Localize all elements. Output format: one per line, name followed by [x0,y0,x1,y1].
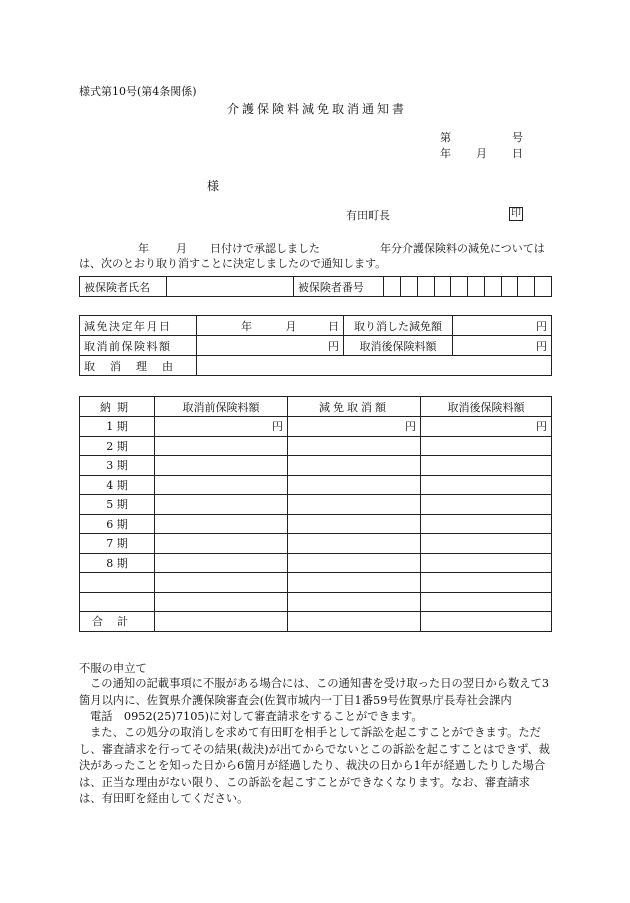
installment-period-label: 3 期 [80,456,155,476]
header-after-amount: 取消後保険料額 [421,397,552,417]
installments-body [80,417,552,632]
cancel-amount-cell[interactable] [288,436,421,456]
intro-approval-date: 日付けで承認しました [210,242,320,255]
insured-number-label: 被保険者番号 [293,277,384,297]
date-year: 年 [440,147,451,160]
before-amount-cell[interactable] [155,514,288,534]
insured-number-digit[interactable] [451,277,468,297]
installment-row [80,475,552,495]
appeal-paragraph-2: また、この処分の取消しを求めて有田町を相手として訴訟を起こすことができます。ただし、審査請求を行ってその結果(裁決)が出てからでないとこの訴訟を起こすことはできず、裁決があったことを知った日から6箇月が経過したり、裁決の日から1年が経過したりした場合は、正当な理由がない限り、この訴訟を起こすことができなくなります。なお、審査請求は、有田町を経由してください。 [79,726,550,805]
installment-period-label: 1 期 [80,417,155,437]
intro-month: 月 [176,242,187,255]
seal-icon: 印 [511,208,521,219]
before-amount-cell[interactable] [155,573,288,593]
after-amount-cell[interactable] [421,553,552,573]
header-cancel-amount: 減免取消額 [288,397,421,417]
before-amount-cell[interactable] [155,436,288,456]
insured-number-digit[interactable] [417,277,434,297]
total-before-amount[interactable] [155,612,288,632]
doc-number-prefix: 第 [440,131,451,144]
cancel-amount-cell[interactable] [288,514,421,534]
after-amount-cell[interactable] [421,592,552,612]
insured-number-digit[interactable] [434,277,451,297]
doc-number-suffix: 号 [512,131,523,144]
after-amount-cell[interactable] [421,514,552,534]
decision-date-field[interactable] [197,316,344,336]
intro-fiscal-year: 年分介護保険料の減免については [380,242,545,255]
total-label: 合計 [80,612,155,632]
cancelled-amount-label: 取り消した減免額 [344,316,453,336]
appeal-paragraph-1: この通知の記載事項に不服がある場合には、この通知書を受け取った日の翌日から数えて3箇月以内に、佐賀県介護保険審査会(佐賀市城内一丁目1番59号佐賀県庁長寿社会課内 [79,677,550,707]
after-amount-cell[interactable] [421,475,552,495]
header-due-period: 納期 [80,397,155,417]
reason-label: 取消理由 [80,356,197,376]
insured-number-digit[interactable] [501,277,518,297]
before-amount-cell[interactable] [155,534,288,554]
total-cancel-amount[interactable] [288,612,421,632]
total-after-amount[interactable] [421,612,552,632]
cancel-amount-cell[interactable] [288,534,421,554]
cancel-amount-cell[interactable] [288,456,421,476]
total-row [80,612,552,632]
insured-number-digit[interactable] [468,277,485,297]
cancel-amount-cell[interactable] [288,475,421,495]
after-amount-cell[interactable] [421,495,552,515]
appeal-paragraph-1-phone: 電話 0952(25)7105)に対して審査請求をすることができます。 [90,710,423,723]
installment-row [80,553,552,573]
installment-row [80,534,552,554]
insured-number-digit[interactable] [384,277,401,297]
installments-table [79,396,552,632]
reason-field[interactable] [197,356,552,376]
addressee-suffix: 様 [207,179,220,193]
installment-period-label: 2 期 [80,436,155,456]
cancel-amount-cell[interactable] [288,495,421,515]
before-amount-cell[interactable] [155,475,288,495]
installment-row [80,592,552,612]
document-title: 介護保険料減免取消通知書 [227,102,408,116]
insured-name-field[interactable] [166,277,293,297]
header-before-amount: 取消前保険料額 [155,397,288,417]
installment-period-label [80,592,155,612]
insured-number-digit[interactable] [484,277,501,297]
seal-mark [509,206,523,221]
after-amount-label: 取消後保険料額 [344,336,453,356]
before-amount-cell[interactable] [155,592,288,612]
intro-year: 年 [138,242,149,255]
cancel-amount-cell[interactable]: 円 [288,417,421,437]
installment-period-label: 6 期 [80,514,155,534]
installment-period-label: 5 期 [80,495,155,515]
cancel-amount-cell[interactable] [288,573,421,593]
form-number: 様式第10号(第4条関係) [79,85,197,98]
installment-row [80,456,552,476]
after-amount-cell[interactable] [421,436,552,456]
installment-period-label: 7 期 [80,534,155,554]
before-amount-cell[interactable] [155,495,288,515]
before-amount-label: 取消前保険料額 [80,336,197,356]
intro-line-2: は、次のとおり取り消すことに決定しましたので通知します。 [79,257,387,270]
issuer-name: 有田町長 [346,209,390,222]
installment-row [80,514,552,534]
installment-period-label: 8 期 [80,553,155,573]
appeal-heading: 不服の申立て [79,662,147,675]
before-amount-cell[interactable] [155,553,288,573]
installment-row [80,573,552,593]
insured-number-digit[interactable] [535,277,552,297]
after-amount-cell[interactable]: 円 [421,417,552,437]
cancel-amount-cell[interactable] [288,592,421,612]
before-amount-cell[interactable]: 円 [155,417,288,437]
after-amount-field[interactable]: 円 [453,336,552,356]
after-amount-cell[interactable] [421,456,552,476]
date-day: 日 [512,147,523,160]
decision-date-label: 減免決定年月日 [80,316,197,336]
insured-table [79,276,552,297]
decision-month-unit: 月 [285,319,297,333]
decision-year-unit: 年 [241,319,252,333]
decision-day-unit: 日 [328,319,339,333]
before-amount-cell[interactable] [155,456,288,476]
installment-period-label [80,573,155,593]
installment-period-label: 4 期 [80,475,155,495]
after-amount-cell[interactable] [421,573,552,593]
decision-table [79,315,552,376]
insured-name-label: 被保険者氏名 [80,277,167,297]
date-month: 月 [476,147,487,160]
insured-number-digit[interactable] [518,277,535,297]
installment-row [80,417,552,437]
after-amount-cell[interactable] [421,534,552,554]
installment-row [80,495,552,515]
insured-number-digit[interactable] [401,277,418,297]
before-amount-field[interactable]: 円 [197,336,344,356]
cancel-amount-cell[interactable] [288,553,421,573]
installment-row [80,436,552,456]
cancelled-amount-field[interactable]: 円 [453,316,552,336]
